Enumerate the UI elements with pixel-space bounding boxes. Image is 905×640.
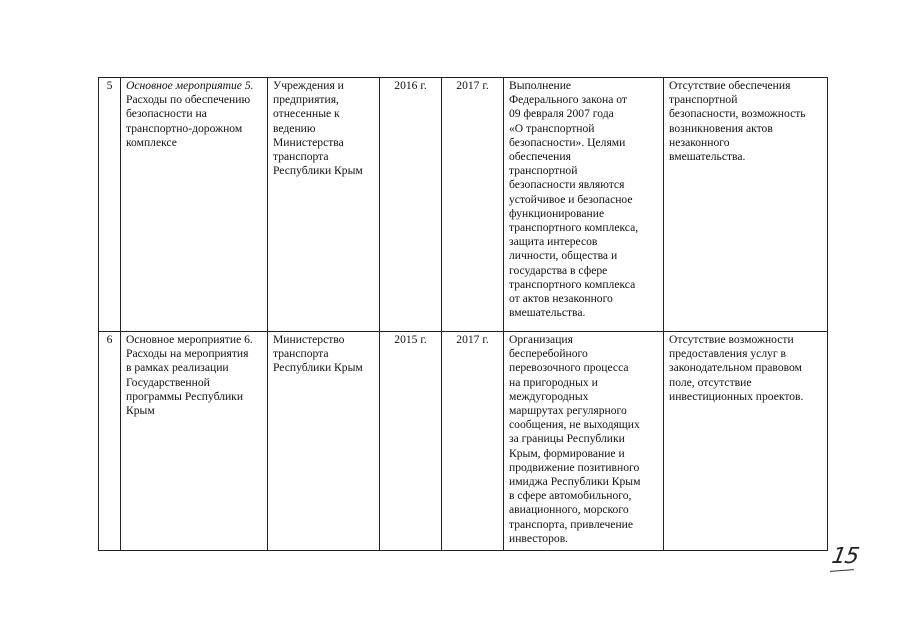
end-year-cell: 2017 г. (442, 332, 504, 551)
consequence-cell (664, 332, 828, 551)
activity-description: Расходы по обеспечению безопасности на транспортно-дорожном комплексе (126, 93, 251, 149)
activity-title: Основное мероприятие 5. (126, 79, 254, 92)
row-number: 6 (99, 332, 121, 551)
activities-table (98, 77, 828, 551)
end-year-cell: 2017 г. (442, 78, 504, 332)
result-text: Выполнение Федерального закона от 09 февраля 2007 года «О транспортной безопасности». Целями обеспечения транспортной безопасности являются устойчивое и безопасное функционирование транспортного комплекса, защита интересов личности, общества и государства в сфере транспортного комплекса от актов незаконного вмешательства. (509, 79, 639, 320)
row-number: 5 (99, 78, 121, 332)
activity-cell (121, 78, 268, 332)
executor-text: Министерство транспорта Республики Крым (273, 333, 363, 375)
consequence-text: Отсутствие возможности предоставления услуг в законодательном правовом поле, отсутствие инвестиционных проектов. (669, 333, 804, 403)
executor-cell (268, 332, 380, 551)
page-number-underline (830, 569, 854, 572)
consequence-text: Отсутствие обеспечения транспортной безопасности, возможность возникновения актов незаконного вмешательства. (669, 79, 806, 164)
activity-cell (121, 332, 268, 551)
activity-description: Основное мероприятие 6. Расходы на мероприятия в рамках реализации Государственной программы Республики Крым (126, 333, 253, 418)
consequence-cell (664, 78, 828, 332)
executor-text: Учреждения и предприятия, отнесенные к ведению Министерства транспорта Республики Крым (273, 79, 363, 178)
start-year-cell: 2016 г. (380, 78, 442, 332)
executor-cell (268, 78, 380, 332)
table-row (99, 332, 828, 551)
table-row (99, 78, 828, 332)
start-year-cell: 2015 г. (380, 332, 442, 551)
result-text: Организация бесперебойного перевозочного процесса на пригородных и междугородных маршрутах регулярного сообщения, не выходящих за границы Республики Крым, формирование и продвижение позитивного имиджа Республики Крым в сфере автомобильного, авиационного, морского транспорта, привлечение инвесторов. (509, 333, 641, 545)
handwritten-page-number: 15 (829, 544, 861, 569)
result-cell (504, 332, 664, 551)
result-cell (504, 78, 664, 332)
